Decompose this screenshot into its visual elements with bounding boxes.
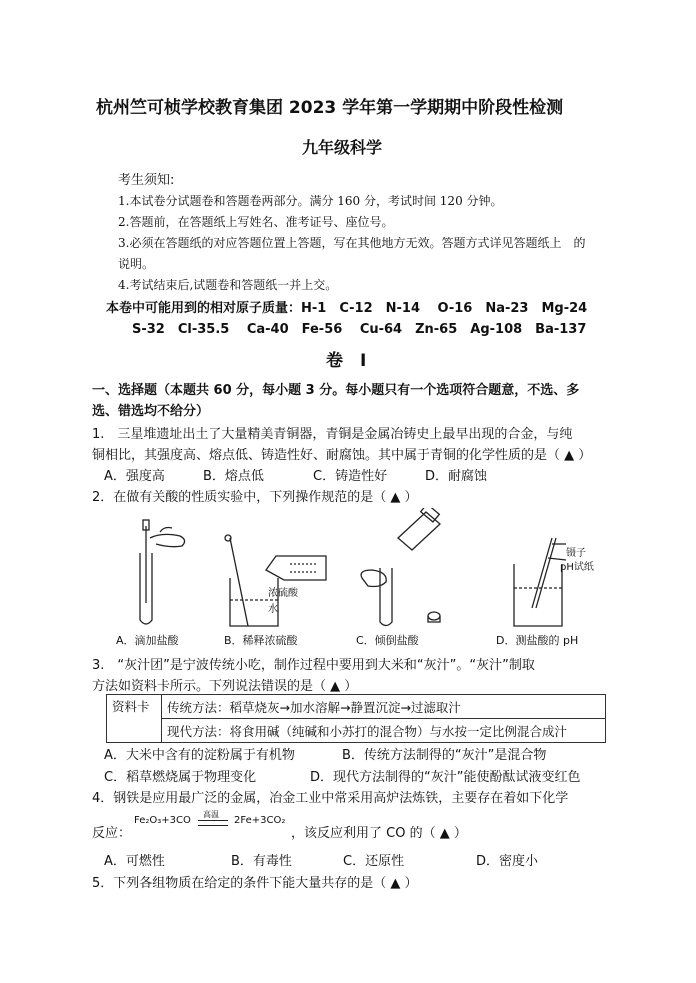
notice-item-2: 2.答题前，在答题纸上写姓名、准考证号、座位号。	[118, 215, 394, 229]
q3-line-2: 方法如资料卡所示。下列说法错误的是（ ▲ ）	[92, 679, 358, 694]
q3-option-b: B．传统方法制得的“灰汁”是混合物	[342, 748, 547, 763]
q4-option-b: B．有毒性	[231, 854, 292, 869]
q4-option-a: A．可燃性	[104, 854, 165, 869]
card-traditional-method: 传统方法：稻草烧灰→加水溶解→静置沉淀→过滤取汁	[162, 695, 606, 719]
q2-caption-c: C．倾倒盐酸	[356, 634, 419, 647]
q3-info-card	[106, 694, 606, 743]
q3-option-a: A．大米中含有的淀粉属于有机物	[104, 748, 295, 763]
q2-caption-a: A．滴加盐酸	[116, 634, 179, 647]
q2-caption-d: D．测盐酸的 pH	[496, 634, 579, 647]
notice-item-3: 3.必须在答题纸的对应答题位置上答题，写在其他地方无效。答题方式详见答题纸上 的	[118, 236, 586, 250]
q4-equation-right: 2Fe+3CO₂	[234, 815, 286, 826]
q1-option-d: D．耐腐蚀	[425, 469, 488, 484]
exam-title: 杭州竺可桢学校教育集团 2023 学年第一学期期中阶段性检测	[96, 98, 564, 118]
q4-tail: ，该反应利用了 CO 的（ ▲ ）	[291, 826, 467, 841]
card-modern-method: 现代方法：将食用碱（纯碱和小苏打的混合物）与水按一定比例混合成汁	[162, 719, 606, 743]
q2-apparatus-figure	[100, 508, 630, 628]
card-label: 资料卡	[107, 695, 162, 743]
q1-line-1: 1. 三星堆遗址出土了大量精美青铜器，青铜是金属冶铸史上最早出现的合金，与纯	[92, 427, 573, 442]
label-water: 水	[268, 604, 278, 615]
q1-option-b: B．熔点低	[203, 469, 264, 484]
q1-option-a: A．强度高	[104, 469, 165, 484]
notice-heading: 考生须知:	[118, 173, 175, 188]
q1-option-c: C．铸造性好	[313, 469, 388, 484]
q4-option-d: D．密度小	[476, 854, 539, 869]
section-heading-line-2: 选、错选均不给分）	[92, 404, 210, 419]
q4-equation-arrow	[198, 820, 228, 826]
q4-reaction-prefix: 反应：	[92, 826, 132, 841]
label-ph-paper: pH试纸	[560, 562, 594, 573]
atomic-mass-line-2: S-32 Cl-35.5 Ca-40 Fe-56 Cu-64 Zn-65 Ag-108 Ba-137	[132, 322, 587, 337]
test-tube-with-dropper-icon	[140, 520, 185, 624]
q5-stem: 5．下列各组物质在给定的条件下能大量共存的是（ ▲ ）	[92, 876, 418, 891]
ph-test-icon	[514, 538, 566, 626]
q4-option-c: C．还原性	[343, 854, 405, 869]
exam-subtitle: 九年级科学	[302, 138, 383, 157]
q2-stem: 2．在做有关酸的性质实验中，下列操作规范的是（ ▲ ）	[92, 490, 418, 505]
notice-item-1: 1.本试卷分试题卷和答题卷两部分。满分 160 分，考试时间 120 分钟。	[118, 194, 503, 208]
volume-heading: 卷 Ⅰ	[326, 351, 367, 371]
q4-line-1: 4．钢铁是应用最广泛的金属，冶金工业中常采用高炉法炼铁，主要存在着如下化学	[92, 791, 569, 806]
q3-option-d: D．现代方法制得的“灰汁”能使酚酞试液变红色	[310, 770, 581, 785]
atomic-mass-line-1: 本卷中可能用到的相对原子质量：H-1 C-12 N-14 O-16 Na-23 Mg-24	[106, 301, 588, 316]
q1-line-2: 铜相比，其强度高、熔点低、铸造性好、耐腐蚀。其中属于青铜的化学性质的是（ ▲ ）	[92, 448, 592, 463]
q2-caption-b: B．稀释浓硫酸	[224, 634, 298, 647]
notice-item-3-cont: 说明。	[118, 257, 155, 271]
q4-equation-condition: 高温	[203, 810, 219, 819]
q3-option-c: C．稻草燃烧属于物理变化	[104, 770, 257, 785]
q3-line-1: 3. “灰汁团”是宁波传统小吃，制作过程中要用到大米和“灰汁”。“灰汁”制取	[92, 658, 535, 673]
q4-equation-left: Fe₂O₃+3CO	[134, 815, 191, 826]
section-heading-line-1: 一、选择题（本题共 60 分，每小题 3 分。每小题只有一个选项符合题意，不选、多	[92, 383, 580, 398]
notice-item-4: 4.考试结束后,试题卷和答题纸一并上交。	[118, 278, 338, 292]
pouring-reagent-icon	[361, 508, 440, 626]
label-tweezers: 镊子	[566, 548, 586, 559]
label-concentrated-acid: 浓硫酸	[268, 588, 298, 599]
